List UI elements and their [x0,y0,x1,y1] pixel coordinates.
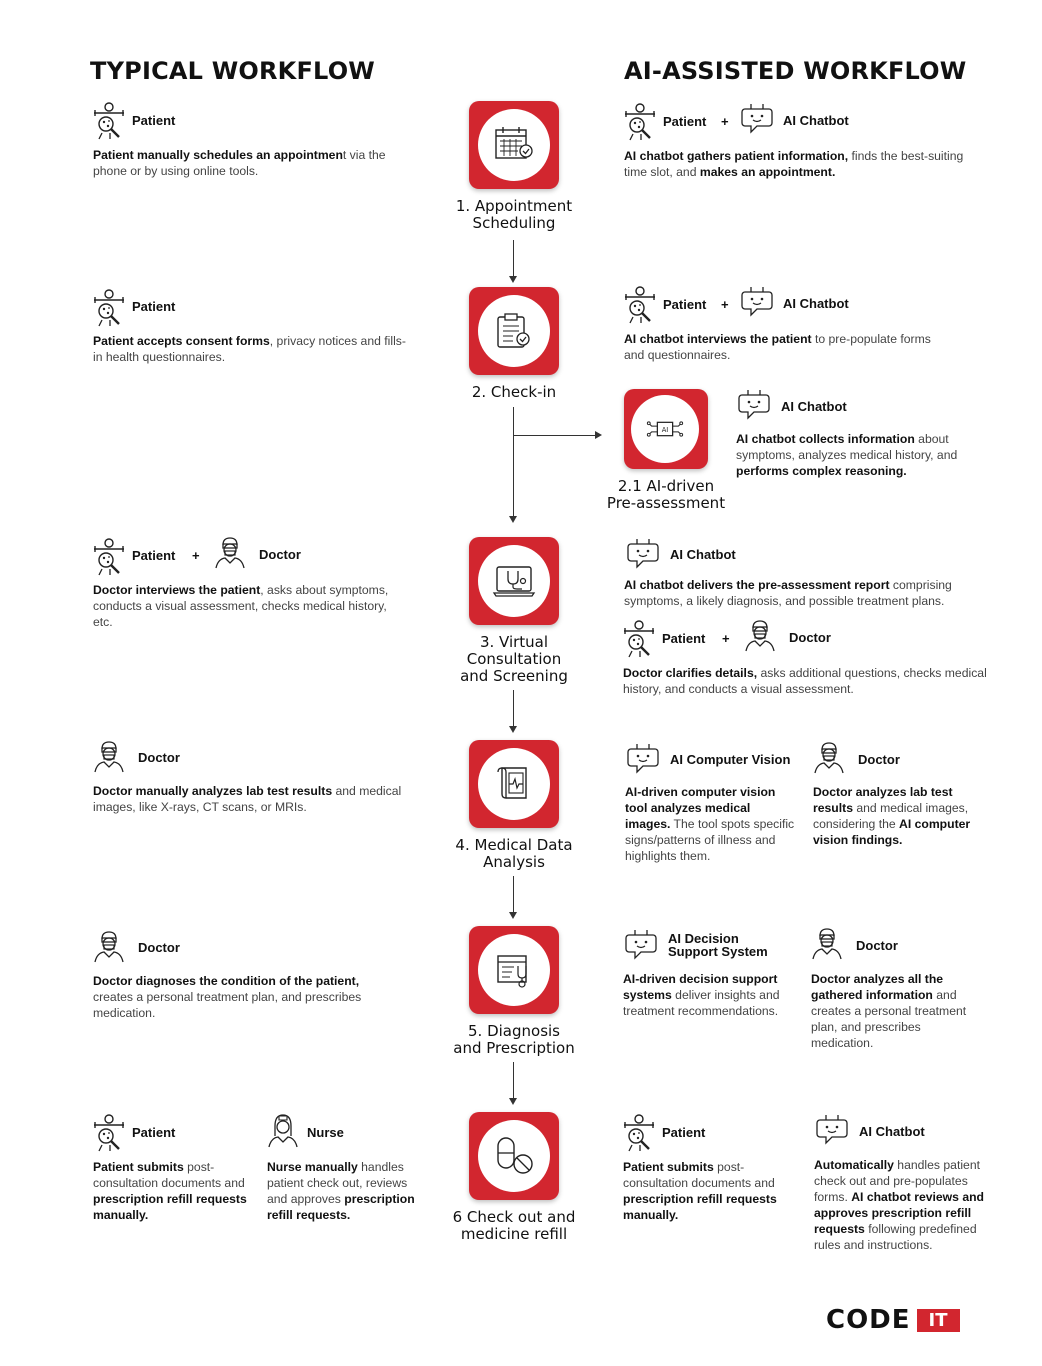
typical-step-6-patient-desc: Patient submits post-consultation documents and prescription refill requests manually. [93,1160,247,1222]
chatbot-icon [739,102,775,134]
diagnosis-icon [492,948,536,992]
patient-icon [622,618,656,658]
ai-step-5-dss-desc: AI-driven decision support systems deliver insights and treatment recommendations. [623,972,780,1018]
plus-sign: + [721,297,729,312]
actor-doctor: Doctor [856,938,898,953]
step-4-label: 4. Medical Data Analysis [455,836,573,871]
calendar-icon [492,123,536,167]
chatbot-icon [814,1113,850,1145]
actor-ai-chatbot: AI Chatbot [781,399,847,414]
actor-doctor: Doctor [789,630,831,645]
patient-icon [623,101,657,141]
ai-step-21-desc: AI chatbot collects information about symptoms, analyzes medical history, and performs complex reasoning. [736,432,958,478]
ai-step-2-desc: AI chatbot interviews the patient to pre-populate forms and questionnaires. [624,332,931,362]
actor-doctor: Doctor [858,752,900,767]
actor-ai-chatbot: AI Chatbot [670,547,736,562]
actor-doctor: Doctor [138,940,180,955]
pill-icon [492,1134,536,1178]
doctor-icon [92,929,126,963]
actor-doctor: Doctor [138,750,180,765]
arrow-head [509,912,517,919]
actor-patient: Patient [663,297,707,312]
chatbot-icon [625,537,661,569]
logo-code-text: CODE [826,1305,911,1335]
patient-icon [92,536,126,576]
step-5-icon-box [469,926,559,1014]
doctor-icon [92,739,126,773]
actor-patient: Patient [132,113,176,128]
connector-5-6 [513,1062,514,1098]
step-5-label: 5. Diagnosis and Prescription [453,1022,575,1057]
ai-step-5-doctor-desc: Doctor analyzes all the gathered information and creates a personal treatment plan, and prescribes medication. [811,972,967,1050]
typical-step-4-desc: Doctor manually analyzes lab test results and medical images, like X-rays, CT scans, or MRIs. [93,784,402,814]
actor-patient: Patient [662,631,706,646]
step-3-icon-box [469,537,559,625]
arrow-head [509,726,517,733]
doctor-icon [812,740,846,774]
typical-step-1-desc: Patient manually schedules an appointment via the phone or by using online tools. [93,148,386,178]
actor-patient: Patient [663,114,707,129]
typical-workflow-heading: TYPICAL WORKFLOW [90,57,375,85]
arrow-head [509,1098,517,1105]
ai-step-3-doctor-desc: Doctor clarifies details, asks additional questions, checks medical history, and conducts a visual assessment. [623,666,987,696]
doctor-icon [743,618,777,652]
step-1-label: 1. Appointment Scheduling [455,197,573,232]
arrow-head-right [595,431,602,439]
connector-1-2 [513,240,514,276]
actor-ai-decision-support: AI Decision Support System [668,931,768,959]
arrow-head [509,516,517,523]
actor-patient: Patient [132,548,176,563]
patient-icon [92,287,126,327]
typical-step-2-desc: Patient accepts consent forms, privacy notices and fills-in health questionnaires. [93,334,406,364]
actor-ai-chatbot: AI Chatbot [783,296,849,311]
step-4-icon-box [469,740,559,828]
codeit-logo [826,1305,960,1335]
nurse-icon [266,1112,300,1148]
medical-scan-icon [492,762,536,806]
ai-step-4-cv-desc: AI-driven computer vision tool analyzes medical images. The tool spots specific signs/patterns of illness and highlights them. [625,785,795,863]
ai-step-3-chatbot-desc: AI chatbot delivers the pre-assessment report comprising symptoms, a likely diagnosis, and possible treatment plans. [624,578,952,608]
step-21-label: 2.1 AI-driven Pre-assessment [606,477,726,512]
step-2-label: 2. Check-in [471,383,557,401]
doctor-icon [213,535,247,569]
ai-step-1-desc: AI chatbot gathers patient information, finds the best-suiting time slot, and makes an appointment. [624,149,964,179]
svg-text:AI: AI [661,425,669,434]
step-21-icon-box [624,389,708,469]
actor-ai-chatbot: AI Chatbot [783,113,849,128]
ai-chip-icon [644,408,686,450]
chatbot-icon [623,928,659,960]
ai-step-6-patient-desc: Patient submits post-consultation documents and prescription refill requests manually. [623,1160,777,1222]
actor-patient: Patient [662,1125,706,1140]
actor-doctor: Doctor [259,547,301,562]
actor-patient: Patient [132,1125,176,1140]
actor-nurse: Nurse [307,1125,344,1140]
plus-sign: + [722,631,730,646]
ai-step-6-chatbot-desc: Automatically handles patient check out and pre-populates forms. AI chatbot reviews and approves prescription refill requests following predefined rules and instructions. [814,1158,984,1252]
patient-icon [623,284,657,324]
typical-step-5-desc: Doctor diagnoses the condition of the patient, creates a personal treatment plan, and prescribes medication. [93,974,362,1020]
logo-it-text: IT [917,1309,960,1332]
doctor-icon [810,926,844,960]
connector-2-21 [513,435,595,436]
actor-ai-computer-vision: AI Computer Vision [670,752,791,767]
step-6-icon-box [469,1112,559,1200]
step-1-icon-box [469,101,559,189]
step-2-icon-box [469,287,559,375]
arrow-head [509,276,517,283]
connector-4-5 [513,876,514,912]
connector-3-4 [513,690,514,726]
chatbot-icon [736,388,772,420]
step-6-label: 6 Check out and medicine refill [452,1208,576,1243]
connector-2-3 [513,407,514,516]
actor-ai-chatbot: AI Chatbot [859,1124,925,1139]
typical-step-6-nurse-desc: Nurse manually handles patient check out, reviews and approves prescription refill requests. [267,1160,415,1222]
patient-icon [622,1112,656,1152]
ai-step-4-doctor-desc: Doctor analyzes lab test results and medical images, considering the AI computer vision findings. [813,785,971,847]
plus-sign: + [721,114,729,129]
patient-icon [92,100,126,140]
typical-step-3-desc: Doctor interviews the patient, asks about symptoms, conducts a visual assessment, checks medical history, etc. [93,583,389,629]
step-3-label: 3. Virtual Consultation and Screening [460,633,568,685]
actor-patient: Patient [132,299,176,314]
chatbot-icon [625,742,661,774]
chatbot-icon [739,285,775,317]
plus-sign: + [192,548,200,563]
checkin-form-icon [492,309,536,353]
patient-icon [92,1112,126,1152]
virtual-consultation-icon [492,559,536,603]
ai-workflow-heading: AI-ASSISTED WORKFLOW [624,57,967,85]
